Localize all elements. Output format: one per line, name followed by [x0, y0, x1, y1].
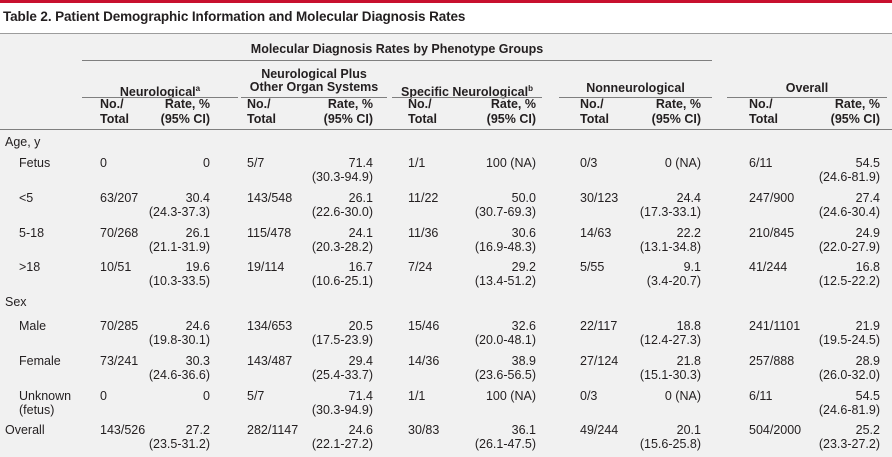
column-header-rate: Rate, % (95% CI) [486, 97, 536, 126]
table-cell-count: 14/63 [580, 226, 612, 240]
table-cell-rate: 22.2 (13.1-34.8) [639, 226, 701, 254]
row-label: Unknown (fetus) [19, 389, 72, 417]
column-group-neurological: Neurological$^a$ [119, 84, 201, 100]
group-header-rule [82, 60, 712, 61]
column-header-count: No./ Total [749, 97, 778, 126]
table-cell-count: 143/548 [247, 191, 293, 205]
group-header: Molecular Diagnosis Rates by Phenotype Groups [250, 42, 544, 56]
table-cell-rate: 71.4 (30.3-94.9) [311, 156, 373, 184]
table-cell-rate: 21.9 (19.5-24.5) [818, 319, 880, 347]
table-cell-count: 70/268 [100, 226, 139, 240]
section-label-sex: Sex [5, 295, 27, 309]
table-cell-rate: 24.1 (20.3-28.2) [311, 226, 373, 254]
table-cell-count: 5/7 [247, 156, 265, 170]
table-cell-count: 19/114 [247, 260, 285, 274]
table-cell-rate: 24.9 (22.0-27.9) [818, 226, 880, 254]
table-cell-count: 5/7 [247, 389, 265, 403]
table-cell-count: 247/900 [749, 191, 795, 205]
column-group-overall: Overall [785, 81, 829, 95]
table-cell-rate: 30.6 (16.9-48.3) [474, 226, 536, 254]
table-cell-rate: 0 (NA) [664, 389, 701, 403]
table-cell-count: 0 [100, 389, 107, 403]
table-cell-rate: 26.1 (21.1-31.9) [148, 226, 210, 254]
table-cell-count: 73/241 [100, 354, 139, 368]
row-label: Male [19, 319, 47, 333]
table-cell-rate: 36.1 (26.1-47.5) [474, 423, 536, 451]
row-label: >18 [19, 260, 41, 274]
table-cell-rate: 25.2 (23.3-27.2) [818, 423, 880, 451]
table-cell-count: 14/36 [408, 354, 440, 368]
column-group-specific-neurological: Specific Neurological$^b$ [400, 84, 533, 100]
column-group-neurological-plus: Neurological Plus Other Organ Systems [249, 67, 379, 94]
table-cell-rate: 30.4 (24.3-37.3) [148, 191, 210, 219]
table-cell-rate: 18.8 (12.4-27.3) [639, 319, 701, 347]
table-cell-rate: 54.5 (24.6-81.9) [818, 156, 880, 184]
table-cell-count: 6/11 [749, 389, 773, 403]
header-bottom-rule [0, 129, 892, 130]
table-cell-rate: 54.5 (24.6-81.9) [818, 389, 880, 417]
table-cell-count: 115/478 [247, 226, 292, 240]
row-label: <5 [19, 191, 34, 205]
row-label: 5-18 [19, 226, 45, 240]
table-cell-count: 30/83 [408, 423, 440, 437]
table-cell-count: 257/888 [749, 354, 795, 368]
table-cell-rate: 24.4 (17.3-33.1) [639, 191, 701, 219]
column-header-count: No./ Total [100, 97, 129, 126]
table-cell-count: 41/244 [749, 260, 788, 274]
table-cell-rate: 19.6 (10.3-33.5) [148, 260, 210, 288]
table-cell-rate: 100 (NA) [485, 156, 536, 170]
data-table [0, 33, 892, 457]
table-cell-count: 0 [100, 156, 107, 170]
table-cell-count: 504/2000 [749, 423, 802, 437]
table-cell-count: 11/36 [408, 226, 439, 240]
table-cell-rate: 0 [203, 389, 210, 403]
table-cell-count: 210/845 [749, 226, 795, 240]
table-cell-count: 1/1 [408, 389, 426, 403]
table-cell-rate: 29.4 (25.4-33.7) [311, 354, 373, 382]
table-cell-rate: 9.1 (3.4-20.7) [646, 260, 701, 288]
table-cell-rate: 24.6 (22.1-27.2) [311, 423, 373, 451]
table-cell-rate: 30.3 (24.6-36.6) [148, 354, 210, 382]
table-cell-count: 0/3 [580, 389, 598, 403]
table-cell-rate: 71.4 (30.3-94.9) [311, 389, 373, 417]
row-label: Fetus [19, 156, 51, 170]
table-cell-count: 143/487 [247, 354, 293, 368]
table-cell-count: 63/207 [100, 191, 139, 205]
table-cell-rate: 21.8 (15.1-30.3) [639, 354, 701, 382]
table-cell-count: 1/1 [408, 156, 426, 170]
column-header-count: No./ Total [580, 97, 609, 126]
table-cell-count: 143/526 [100, 423, 146, 437]
table-cell-rate: 20.1 (15.6-25.8) [639, 423, 701, 451]
table-title: Table 2. Patient Demographic Information and Molecular Diagnosis Rates [3, 9, 466, 24]
table-cell-rate: 0 (NA) [664, 156, 701, 170]
section-label-age: Age, y [5, 135, 41, 149]
table-cell-count: 49/244 [580, 423, 619, 437]
table-cell-rate: 100 (NA) [485, 389, 536, 403]
table-cell-rate: 50.0 (30.7-69.3) [474, 191, 536, 219]
row-label: Overall [5, 423, 45, 437]
table-cell-rate: 28.9 (26.0-32.0) [818, 354, 880, 382]
column-header-rate: Rate, % (95% CI) [160, 97, 210, 126]
table-cell-rate: 32.6 (20.0-48.1) [474, 319, 536, 347]
table-cell-rate: 27.2 (23.5-31.2) [148, 423, 210, 451]
table-cell-count: 15/46 [408, 319, 440, 333]
table-cell-rate: 24.6 (19.8-30.1) [148, 319, 210, 347]
row-label: Female [19, 354, 61, 368]
table-cell-count: 5/55 [580, 260, 605, 274]
table-cell-rate: 26.1 (22.6-30.0) [311, 191, 373, 219]
table-cell-rate: 0 [203, 156, 210, 170]
column-header-rate: Rate, % (95% CI) [830, 97, 880, 126]
table-cell-count: 22/117 [580, 319, 618, 333]
table-cell-count: 27/124 [580, 354, 619, 368]
table-cell-count: 0/3 [580, 156, 598, 170]
table-cell-rate: 16.7 (10.6-25.1) [311, 260, 373, 288]
table-cell-count: 6/11 [749, 156, 773, 170]
column-group-nonneurological: Nonneurological [586, 81, 685, 95]
table-cell-count: 241/1101 [749, 319, 801, 333]
table-cell-rate: 29.2 (13.4-51.2) [474, 260, 536, 288]
column-header-rate: Rate, % (95% CI) [651, 97, 701, 126]
table-cell-count: 30/123 [580, 191, 619, 205]
column-header-rate: Rate, % (95% CI) [323, 97, 373, 126]
table-cell-rate: 20.5 (17.5-23.9) [311, 319, 373, 347]
table-cell-count: 10/51 [100, 260, 132, 274]
table-cell-count: 7/24 [408, 260, 433, 274]
table-cell-count: 282/1147 [247, 423, 299, 437]
table-cell-rate: 16.8 (12.5-22.2) [818, 260, 880, 288]
table-cell-rate: 38.9 (23.6-56.5) [474, 354, 536, 382]
column-header-count: No./ Total [408, 97, 437, 126]
title-accent-bar [0, 0, 892, 3]
table-cell-count: 70/285 [100, 319, 139, 333]
table-cell-rate: 27.4 (24.6-30.4) [818, 191, 880, 219]
column-header-count: No./ Total [247, 97, 276, 126]
table-cell-count: 134/653 [247, 319, 293, 333]
table-cell-count: 11/22 [408, 191, 439, 205]
